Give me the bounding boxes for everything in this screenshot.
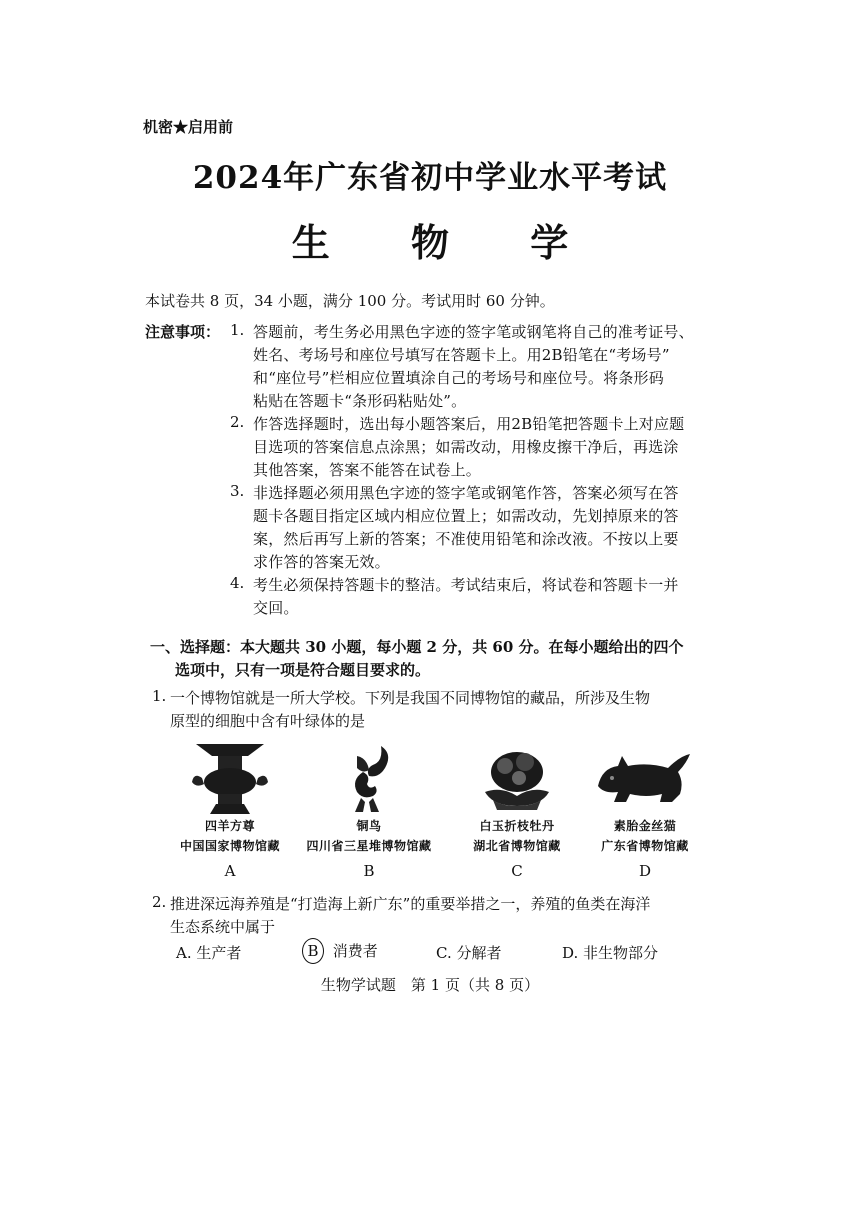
jade-peony-icon (475, 742, 559, 816)
section-heading: 选项中，只有一项是符合题目要求的。 (175, 661, 431, 679)
option-letter-circled: B (302, 938, 324, 964)
artifact-museum: 湖北省博物馆藏 (473, 839, 561, 853)
notice-label: 注意事项： (145, 323, 221, 341)
artifact-name: 素胎金丝猫 (613, 819, 677, 833)
option-letter: D. (562, 944, 579, 962)
artifact-name: 白玉折枝牡丹 (479, 819, 555, 833)
notice-item-line: 题卡各题目指定区域内相应位置上；如需改动，先划掉原来的答 (253, 507, 679, 525)
notice-item-line: 考生必须保持答题卡的整洁。考试结束后，将试卷和答题卡一并 (253, 576, 679, 594)
artifact-museum: 四川省三星堆博物馆藏 (306, 839, 432, 853)
option-text: 非生物部分 (583, 944, 659, 962)
exam-title: 2024年广东省初中学业水平考试 (192, 160, 668, 196)
option-letter: A. (176, 944, 192, 962)
option-letter: C. (436, 944, 452, 962)
notice-item-line: 粘贴在答题卡“条形码粘贴处”。 (253, 392, 467, 410)
notice-item-line: 交回。 (253, 599, 299, 617)
notice-item-line: 求作答的答案无效。 (253, 553, 390, 571)
artifact-name: 四羊方尊 (204, 819, 255, 833)
subject-title: 生 物 学 (291, 220, 603, 265)
option-b[interactable] (302, 938, 378, 964)
notice-item-line: 目选项的答案信息点涂黑；如需改动，用橡皮擦干净后，再选涂 (253, 438, 679, 456)
bronze-vessel-icon (188, 742, 272, 816)
question-text: 推进深远海养殖是“打造海上新广东”的重要举措之一，养殖的鱼类在海洋 (170, 895, 651, 913)
option-text: 分解者 (456, 944, 502, 962)
question-text: 原型的细胞中含有叶绿体的是 (170, 712, 366, 730)
question-text: 生态系统中属于 (170, 918, 276, 936)
notice-item-line: 和“座位号”栏相应位置填涂自己的考场号和座位号。将条形码 (253, 369, 664, 387)
section-heading: 一、选择题：本大题共 30 小题，每小题 2 分，共 60 分。在每小题给出的四个 (150, 638, 684, 656)
artifact-museum: 中国国家博物馆藏 (179, 839, 280, 853)
artifact-option-d (555, 742, 735, 880)
exam-info-line: 本试卷共 8 页，34 小题，满分 100 分。考试用时 60 分钟。 (145, 292, 555, 310)
notice-item-number: 4. (230, 574, 245, 592)
notice-item-number: 3. (230, 482, 245, 500)
option-letter: B (363, 862, 375, 880)
question-number: 2. (152, 893, 167, 911)
option-c[interactable] (436, 942, 502, 963)
option-letter: D (638, 862, 652, 880)
notice-item-line: 非选择题必须用黑色字迹的签字笔或钢笔作答，答案必须写在答 (253, 484, 679, 502)
option-letter: C (511, 862, 523, 880)
ceramic-cat-icon (590, 742, 700, 816)
notice-item-line: 答题前，考生务必用黑色字迹的签字笔或钢笔将自己的准考证号、 (253, 323, 694, 341)
page-footer: 生物学试题 第 1 页（共 8 页） (320, 976, 540, 994)
option-a[interactable] (176, 942, 241, 963)
notice-item-line: 作答选择题时，选出每小题答案后，用2B铅笔把答题卡上对应题 (253, 415, 685, 433)
option-letter: A (224, 862, 236, 880)
option-text: 消费者 (332, 942, 378, 960)
notice-item-number: 2. (230, 413, 245, 431)
secret-mark: 机密★启用前 (143, 118, 234, 136)
notice-item-line: 案，然后再写上新的答案；不准使用铅笔和涂改液。不按以上要 (253, 530, 679, 548)
artifact-museum: 广东省博物馆藏 (601, 839, 689, 853)
question-number: 1. (152, 687, 167, 705)
notice-item-line: 姓名、考场号和座位号填写在答题卡上。用2B铅笔在“考场号” (253, 346, 670, 364)
bronze-bird-icon (327, 742, 411, 816)
notice-item-line: 其他答案，答案不能答在试卷上。 (253, 461, 482, 479)
question-text: 一个博物馆就是一所大学校。下列是我国不同博物馆的藏品，所涉及生物 (170, 689, 651, 707)
notice-item-number: 1. (230, 321, 245, 339)
artifact-name: 铜鸟 (356, 819, 382, 833)
option-text: 生产者 (196, 944, 242, 962)
option-d[interactable] (562, 942, 658, 963)
